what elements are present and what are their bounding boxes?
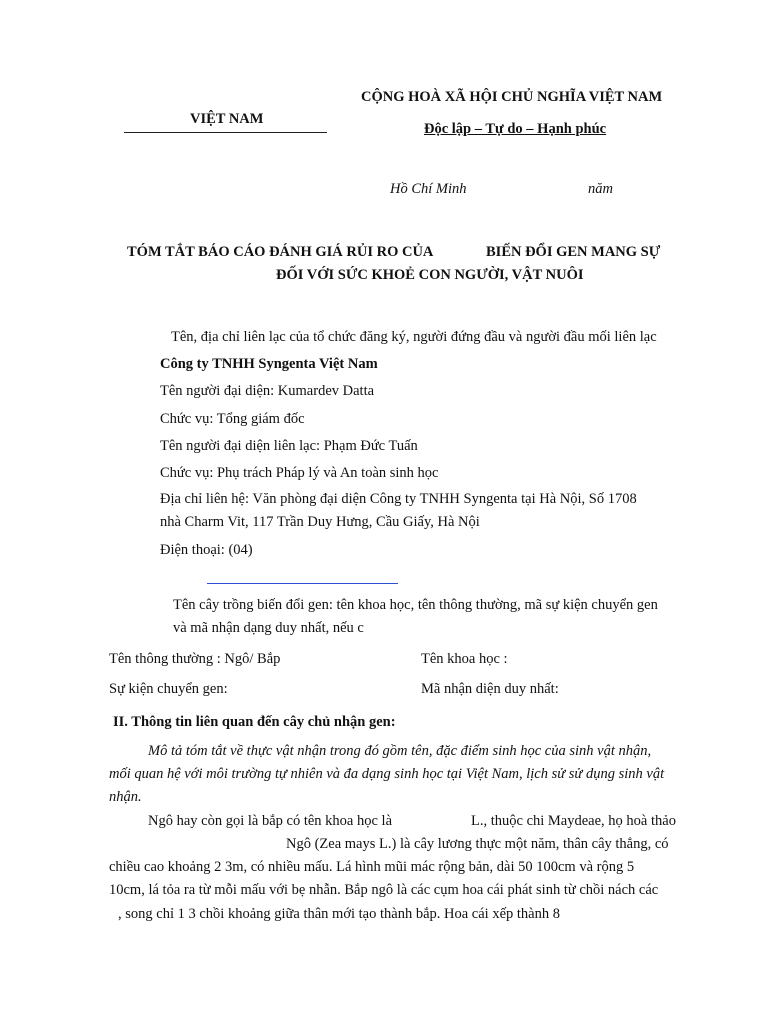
section1-intro: Tên, địa chỉ liên lạc của tổ chức đăng ký, người đứng đầu và người đầu mối liên lạc: [171, 329, 657, 345]
common-name: Tên thông thường : Ngô/ Bắp: [109, 651, 281, 667]
section2-heading: II. Thông tin liên quan đến cây chủ nhận gen:: [113, 714, 396, 730]
plant-intro-line1: Tên cây trồng biến đổi gen: tên khoa học, tên thông thường, mã sự kiện chuyển gen: [173, 597, 658, 613]
company-name: Công ty TNHH Syngenta Việt Nam: [160, 356, 378, 372]
national-title: CỘNG HOÀ XÃ HỘI CHỦ NGHĨA VIỆT NAM: [361, 89, 663, 105]
contact-title: Chức vụ: Phụ trách Pháp lý và An toàn sinh học: [160, 465, 439, 481]
scientific-name: Tên khoa học :: [421, 651, 508, 667]
paragraph-line5: , song chỉ 1 3 chồi khoảng giữa thân mới tạo thành bắp. Hoa cái xếp thành 8: [118, 906, 560, 922]
section2-desc-line3: nhận.: [109, 789, 142, 805]
year-label: năm: [588, 181, 613, 197]
plant-intro-line2: và mã nhận dạng duy nhất, nếu c: [173, 620, 364, 636]
doc-title-part2: BIẾN ĐỔI GEN MANG SỰ: [486, 244, 661, 260]
unique-identifier: Mã nhận diện duy nhất:: [421, 681, 559, 697]
link-underline: [207, 583, 398, 584]
contact-person: Tên người đại diện liên lạc: Phạm Đức Tuấn: [160, 438, 418, 454]
address-line2: nhà Charm Vit, 117 Trần Duy Hưng, Cầu Giấy, Hà Nội: [160, 514, 480, 530]
header-underline: [124, 132, 327, 133]
section2-desc-line1: Mô tả tóm tắt về thực vật nhận trong đó gồm tên, đặc điểm sinh học của sinh vật nhận,: [148, 743, 652, 759]
motto: Độc lập – Tự do – Hạnh phúc: [424, 121, 607, 137]
representative-title: Chức vụ: Tổng giám đốc: [160, 411, 305, 427]
representative: Tên người đại diện: Kumardev Datta: [160, 383, 375, 399]
paragraph-line1a: Ngô hay còn gọi là bắp có tên khoa học là: [148, 813, 393, 829]
paragraph-line4: 10cm, lá tỏa ra từ mỗi mấu với bẹ nhẫn. Bắp ngô là các cụm hoa cái phát sinh từ chồi nách các: [109, 882, 659, 898]
place-date: Hồ Chí Minh: [390, 181, 467, 197]
transgenic-event: Sự kiện chuyển gen:: [109, 681, 228, 697]
paragraph-line1b: L., thuộc chi Maydeae, họ hoà thảo: [471, 813, 676, 829]
phone: Điện thoại: (04): [160, 542, 253, 558]
address-line1: Địa chỉ liên hệ: Văn phòng đại diện Công ty TNHH Syngenta tại Hà Nội, Số 1708: [160, 491, 637, 507]
section2-desc-line2: mối quan hệ với môi trường tự nhiên và đa dạng sinh học tại Việt Nam, lịch sử sử dụng sinh vật: [109, 766, 665, 782]
paragraph-line2: Ngô (Zea mays L.) là cây lương thực một năm, thân cây thẳng, có: [286, 836, 669, 852]
doc-title-line2: ĐỐI VỚI SỨC KHOẺ CON NGƯỜI, VẬT NUÔI: [276, 267, 584, 283]
paragraph-line3: chiều cao khoảng 2 3m, có nhiều mấu. Lá hình mũi mác rộng bản, dài 50 100cm và rộng 5: [109, 859, 635, 875]
doc-title-part1: TÓM TẮT BÁO CÁO ĐÁNH GIÁ RỦI RO CỦA: [127, 244, 434, 260]
agency-title: VIỆT NAM: [190, 111, 264, 127]
